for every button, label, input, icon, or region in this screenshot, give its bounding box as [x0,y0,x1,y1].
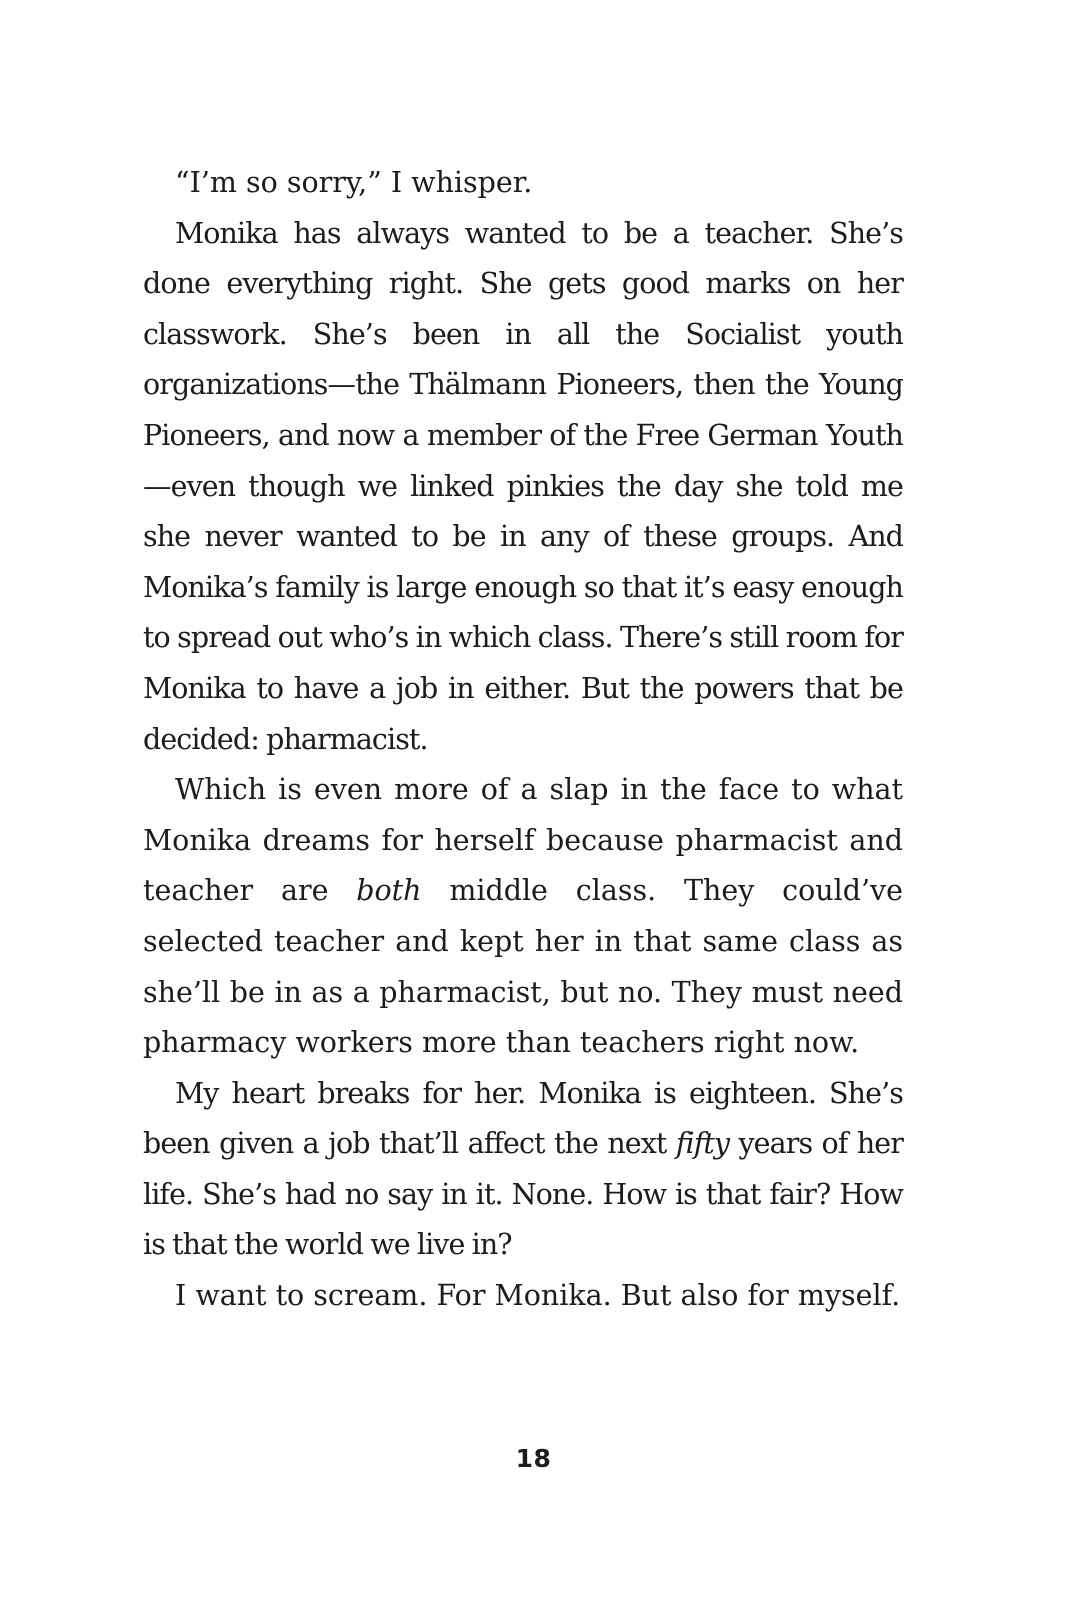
paragraph-text: Monika has always wanted to be a teacher. She’s done everything right. She gets good marks on her classwork. She’s been in all the Socialist youth organizations—the Thälmann Pioneers, then the Young Pioneers, and now a member of the Free German Youth—even though we linked pinkies the day she told me she never wanted to be in any of these groups. And Monika’s family is large enough so that it’s easy enough to spread out who’s in which class. There’s still room for Monika to have a job in either. But the powers that be decided: pharmacist. [143,216,903,756]
paragraph-text: I want to scream. For Monika. But also for myself. [175,1279,901,1313]
page-number: 18 [515,1444,552,1473]
paragraph-text: years of her life. She’s had no say in it. None. How is that fair? How is that the world we live in? [143,1127,903,1262]
emphasis-both: both [356,874,422,908]
paragraph-heart-breaks [143,1069,903,1271]
body-text [143,158,903,1322]
paragraph-whisper [143,158,903,209]
paragraph-text: “I’m so sorry,” I whisper. [175,166,533,199]
paragraph-text: My heart breaks for her. Monika is eighteen. She’s been given a job that’ll affect the next [143,1076,903,1161]
paragraph-text: middle class. They could’ve selected teacher and kept her in that same class as she’ll be in as a pharmacist, but no. They must need pharmacy workers more than teachers right now. [143,874,903,1060]
paragraph-slap-in-face [143,765,903,1069]
paragraph-text: Which is even more of a slap in the face to what Monika dreams for herself because pharmacist and teacher are [143,773,903,908]
emphasis-fifty: fifty [675,1127,730,1161]
paragraph-scream [143,1271,903,1322]
paragraph-monika-teacher [143,209,903,766]
